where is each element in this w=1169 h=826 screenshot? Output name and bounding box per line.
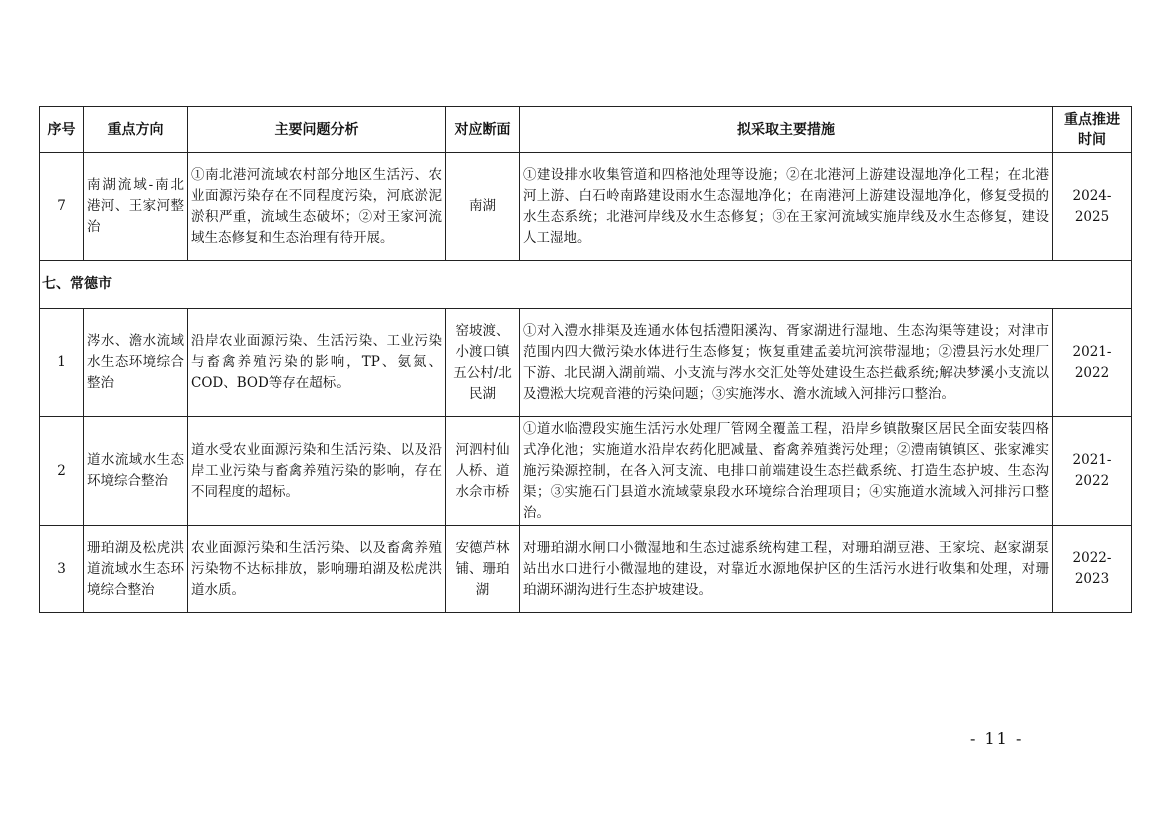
row-no: 3 [40,526,84,613]
row-direction: 南湖流域-南北港河、王家河整治 [84,153,188,261]
row-problem: 农业面源污染和生活污染、以及畜禽养殖污染物不达标排放，影响珊珀湖及松虎洪道水质。 [188,526,446,613]
row-no: 7 [40,153,84,261]
header-section: 对应断面 [446,107,520,153]
row-time: 2021-2022 [1053,417,1132,526]
row-section: 河泗村仙人桥、道水佘市桥 [446,417,520,526]
table-row [40,309,1132,417]
table-row [40,417,1132,526]
section-row [40,261,1132,309]
row-direction: 珊珀湖及松虎洪道流域水生态环境综合整治 [84,526,188,613]
measures-table [39,106,1132,613]
row-time: 2022-2023 [1053,526,1132,613]
row-section: 安德芦林铺、珊珀湖 [446,526,520,613]
row-measures: ①建设排水收集管道和四格池处理等设施；②在北港河上游建设湿地净化工程；在北港河上游、白石岭南路建设雨水生态湿地净化；在南港河上游建设湿地净化，修复受损的水生态系统；北港河岸线及水生态修复；③在王家河流域实施岸线及水生态修复，建设人工湿地。 [520,153,1053,261]
header-problem: 主要问题分析 [188,107,446,153]
row-problem: 道水受农业面源污染和生活污染、以及沿岸工业污染与畜禽养殖污染的影响，存在不同程度的超标。 [188,417,446,526]
row-problem: 沿岸农业面源污染、生活污染、工业污染与畜禽养殖污染的影响，TP、氨氮、COD、BOD等存在超标。 [188,309,446,417]
header-measures: 拟采取主要措施 [520,107,1053,153]
section-title: 七、常德市 [40,261,1132,309]
table-header-row [40,107,1132,153]
row-measures: ①道水临澧段实施生活污水处理厂管网全覆盖工程，沿岸乡镇散聚区居民全面安装四格式净化池；实施道水沿岸农药化肥减量、畜禽养殖粪污处理；②澧南镇镇区、张家滩实施污染源控制，在各入河支流、电排口前端建设生态拦截系统、打造生态护坡、生态沟渠；③实施石门县道水流域蒙泉段水环境综合治理项目；④实施道水流域入河排污口整治。 [520,417,1053,526]
page-number: - 11 - [970,729,1024,748]
header-no: 序号 [40,107,84,153]
row-direction: 涔水、澹水流域水生态环境综合整治 [84,309,188,417]
table-row [40,526,1132,613]
row-measures: 对珊珀湖水闸口小微湿地和生态过滤系统构建工程，对珊珀湖豆港、王家垸、赵家湖泵站出水口进行小微湿地的建设，对靠近水源地保护区的生活污水进行收集和处理，对珊珀湖环湖沟进行生态护坡建设。 [520,526,1053,613]
row-time: 2021-2022 [1053,309,1132,417]
row-measures: ①对入澧水排渠及连通水体包括澧阳溪沟、胥家湖进行湿地、生态沟渠等建设；对津市范围内四大微污染水体进行生态修复；恢复重建孟姜坑河滨带湿地；②澧县污水处理厂下游、北民湖入湖前端、小支流与涔水交汇处等处建设生态拦截系统;解决梦溪小支流以及澧淞大垸观音港的污染问题；③实施涔水、澹水流域入河排污口整治。 [520,309,1053,417]
row-no: 1 [40,309,84,417]
table-row [40,153,1132,261]
row-no: 2 [40,417,84,526]
row-time: 2024-2025 [1053,153,1132,261]
header-direction: 重点方向 [84,107,188,153]
row-section: 南湖 [446,153,520,261]
row-section: 窑坡渡、小渡口镇五公村/北民湖 [446,309,520,417]
header-time: 重点推进 时间 [1053,107,1132,153]
row-direction: 道水流域水生态环境综合整治 [84,417,188,526]
row-problem: ①南北港河流域农村部分地区生活污、农业面源污染存在不同程度污染，河底淤泥淤积严重，流域生态破坏；②对王家河流域生态修复和生态治理有待开展。 [188,153,446,261]
